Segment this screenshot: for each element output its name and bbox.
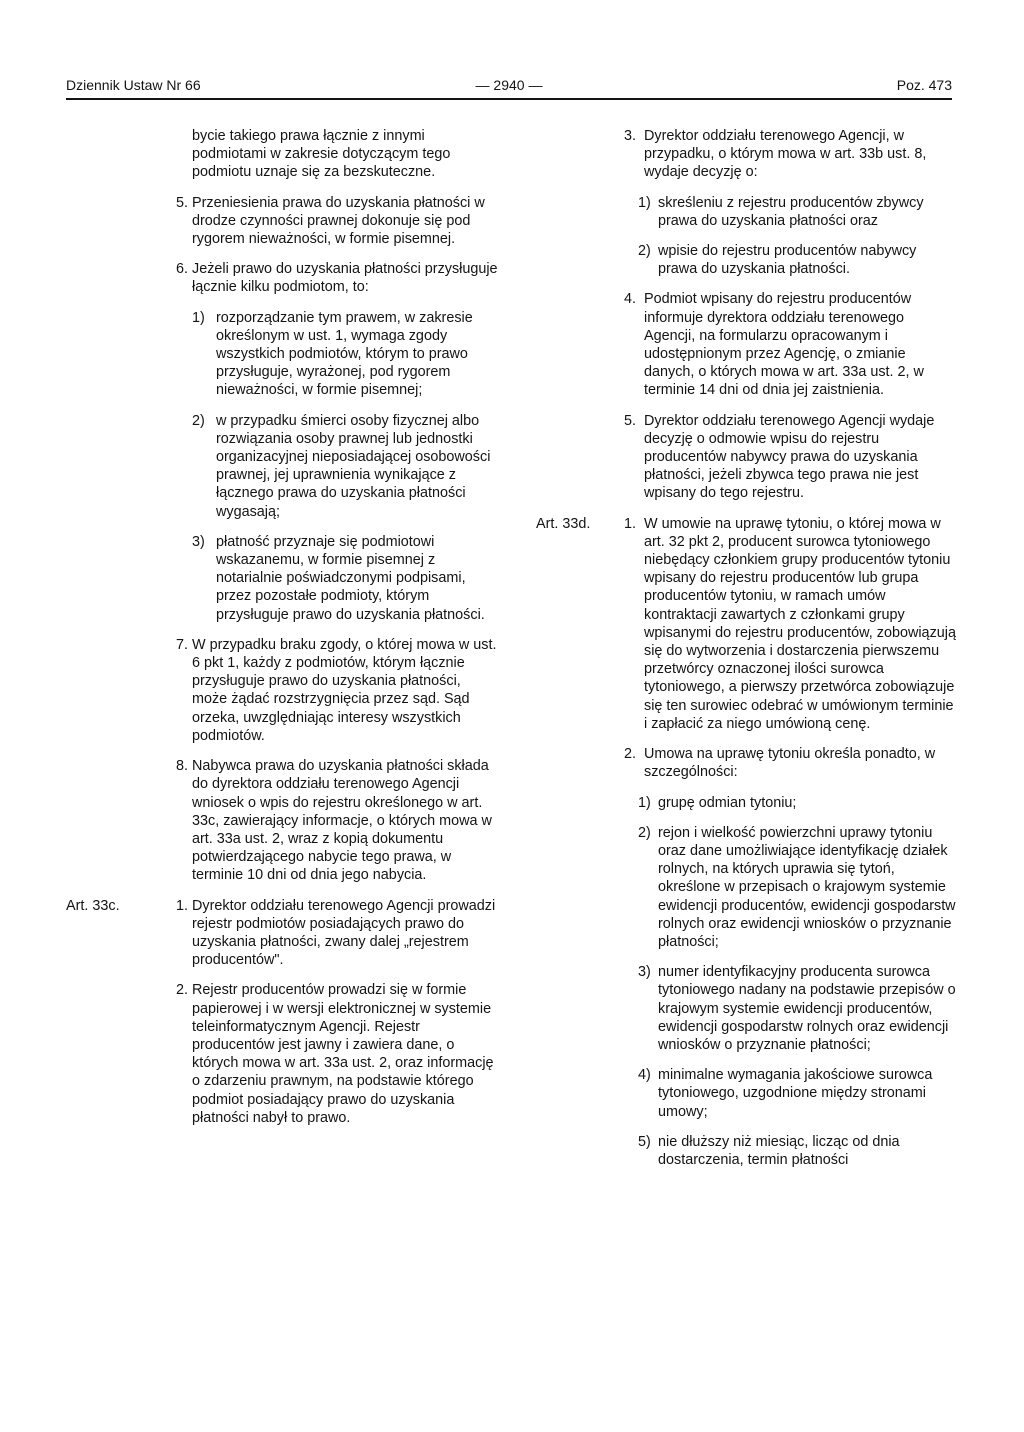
point-text: numer identyfikacyjny producenta surowca tytoniowego nadany na podstawie przepisów o krajowym systemie ewidencji producentów, ewidencji gospodarstw rolnych oraz ewidencji wniosków o przyznanie płatności;	[658, 964, 956, 1053]
paragraph-text: Przeniesienia prawa do uzyskania płatności w drodze czynności prawnej dokonuje się pod rygorem nieważności, w formie pisemnej.	[192, 194, 485, 248]
paragraph-text: Dyrektor oddziału terenowego Agencji prowadzi rejestr podmiotów posiadających prawo do uzyskania płatności, zwany dalej „rejestrem producentów".	[192, 897, 496, 969]
page-number: — 2940 —	[475, 77, 543, 93]
point-1	[536, 194, 956, 230]
point-number: 2)	[638, 243, 651, 260]
point-text: minimalne wymagania jakościowe surowca tytoniowego, uzgodnione między stronami umowy;	[658, 1067, 933, 1120]
point-text: rejon i wielkość powierzchni uprawy tytoniu oraz dane umożliwiające identyfikację działek rolnych, na których uprawia się tytoń, określone w przepisach o krajowym systemie ewidencji producentów, ewidencji gospodarstw rolnych oraz ewidencji wniosków o przyznanie płatności;	[658, 824, 956, 950]
point-text: skreśleniu z rejestru producentów zbywcy prawa do uzyskania płatności oraz	[658, 194, 924, 229]
paragraph-8	[66, 757, 498, 884]
article-33c-paragraph-4	[536, 290, 956, 399]
paragraph-number: 6.	[176, 261, 189, 278]
point-number: 2)	[192, 412, 205, 429]
article-33c-paragraph-3	[536, 127, 956, 182]
point-2	[66, 412, 498, 521]
point-number: 5)	[638, 1133, 651, 1150]
point-number: 3)	[638, 964, 651, 981]
paragraph-text: Podmiot wpisany do rejestru producentów informuje dyrektora oddziału terenowego Agencji, na formularzu opracowanym i udostępnionym przez Agencję, o zmianie danych, o których mowa w art. 33a ust. 2, w terminie 14 dni od dnia jej zaistnienia.	[644, 291, 924, 399]
paragraph-5	[66, 194, 498, 249]
point-text: płatność przyznaje się podmiotowi wskazanemu, w formie pisemnej z notarialnie poświadczonymi podpisami, przez pozostałe podmioty, którym przysługuje prawo do uzyskania płatności.	[216, 533, 485, 623]
point-1	[536, 794, 956, 812]
point-text: nie dłuższy niż miesiąc, licząc od dnia dostarczenia, termin płatności	[658, 1133, 900, 1168]
paragraph-text: Dyrektor oddziału terenowego Agencji, w przypadku, o którym mowa w art. 33b ust. 8, wydaje decyzję o:	[644, 128, 927, 181]
right-column	[536, 127, 956, 1181]
article-33d-paragraph-1	[536, 515, 956, 733]
point-5	[536, 1133, 956, 1169]
page-header	[66, 74, 952, 96]
point-number: 1)	[638, 794, 651, 811]
point-text: rozporządzanie tym prawem, w zakresie określonym w ust. 1, wymaga zgody wszystkich podmiotów, którym to prawo przysługuje, wyrażonej, pod rygorem nieważności, w formie pisemnej;	[216, 309, 473, 399]
point-number: 4)	[638, 1067, 651, 1084]
header-rule	[66, 98, 952, 100]
paragraph-text: Nabywca prawa do uzyskania płatności składa do dyrektora oddziału terenowego Agencji wniosek o wpis do rejestru określonego w art. 33c, zawierający informacje, o których mowa w art. 33a ust. 2, wraz z kopią dokumentu potwierdzającego nabycie tego prawa, w terminie 10 dni od dnia jego nabycia.	[192, 758, 492, 884]
article-33c-paragraph-1	[66, 897, 498, 970]
paragraph-number: 1.	[624, 515, 637, 532]
paragraph-number: 1.	[176, 897, 189, 914]
paragraph-number: 5.	[624, 412, 637, 429]
paragraph-number: 2.	[624, 746, 637, 763]
left-column	[66, 127, 498, 1139]
paragraph-number: 8.	[176, 758, 189, 775]
article-33d-paragraph-2	[536, 745, 956, 781]
point-number: 1)	[638, 194, 651, 211]
position-number: Poz. 473	[896, 77, 952, 93]
article-33c-paragraph-5	[536, 412, 956, 503]
point-number: 1)	[192, 309, 205, 326]
paragraph-number: 2.	[176, 982, 189, 999]
point-1	[66, 309, 498, 400]
paragraph-7	[66, 636, 498, 745]
paragraph-text: bycie takiego prawa łącznie z innymi podmiotami w zakresie dotyczącym tego podmiotu uznaje się za bezskuteczne.	[192, 128, 451, 181]
paragraph-6	[66, 260, 498, 296]
paragraph-text: W umowie na uprawę tytoniu, o której mowa w art. 32 pkt 2, producent surowca tytoniowego niebędący członkiem grupy producentów tytoniu wpisany do rejestru producentów lub grupa producentów tytoniu, w ramach umów kontraktacji zawartych z członkami grupy wpisanymi do rejestru producentów, zobowiązują się do wytworzenia i dostarczenia pierwszemu przetwórcy oznaczonej ilości surowca tytoniowego, a pierwszy przetwórca zobowiązuje się ten surowiec odebrać w umówionym terminie i zapłacić za niego umówioną cenę.	[644, 515, 956, 732]
paragraph-text: Jeżeli prawo do uzyskania płatności przysługuje łącznie kilku podmiotom, to:	[192, 261, 498, 296]
point-2	[536, 824, 956, 951]
article-33c-paragraph-2	[66, 981, 498, 1127]
point-3	[66, 533, 498, 624]
point-text: w przypadku śmierci osoby fizycznej albo rozwiązania osoby prawnej lub jednostki organizacyjnej nieposiadającej osobowości prawnej, jej uprawnienia wynikające z łącznego prawa do uzyskania płatności wygasają;	[216, 412, 491, 520]
paragraph-number: 4.	[624, 291, 637, 308]
point-number: 2)	[638, 824, 651, 841]
paragraph-text: W przypadku braku zgody, o której mowa w ust. 6 pkt 1, każdy z podmiotów, którym łącznie przysługuje prawo do uzyskania płatności, może żądać rozstrzygnięcia przez sąd. Sąd orzeka, uwzględniając interesy wszystkich podmiotów.	[192, 636, 497, 744]
paragraph-text: Rejestr producentów prowadzi się w formie papierowej i w wersji elektronicznej w systemie teleinformatycznym Agencji. Rejestr producentów jest jawny i zawiera dane, o których mowa w art. 33a ust. 2, oraz informację o zdarzeniu prawnym, na podstawie którego podmiot posiadający prawo do uzyskania płatności nabył to prawo.	[192, 982, 494, 1126]
point-text: wpisie do rejestru producentów nabywcy prawa do uzyskania płatności.	[658, 243, 917, 278]
paragraph-number: 3.	[624, 128, 637, 144]
point-4	[536, 1066, 956, 1121]
paragraph-number: 7.	[176, 636, 189, 653]
point-3	[536, 963, 956, 1054]
point-text: grupę odmian tytoniu;	[658, 794, 797, 811]
article-label: Art. 33c.	[66, 897, 120, 914]
article-label: Art. 33d.	[536, 515, 591, 532]
paragraph-text: Dyrektor oddziału terenowego Agencji wydaje decyzję o odmowie wpisu do rejestru producentów nabywcy prawa do uzyskania płatności, jeżeli zbywca tego prawa nie jest wpisany do tego rejestru.	[644, 412, 935, 502]
point-2	[536, 242, 956, 278]
paragraph-number: 5.	[176, 194, 189, 211]
paragraph-continuation	[66, 127, 498, 182]
journal-title: Dziennik Ustaw Nr 66	[66, 77, 201, 93]
point-number: 3)	[192, 533, 205, 550]
paragraph-text: Umowa na uprawę tytoniu określa ponadto, w szczególności:	[644, 746, 936, 781]
